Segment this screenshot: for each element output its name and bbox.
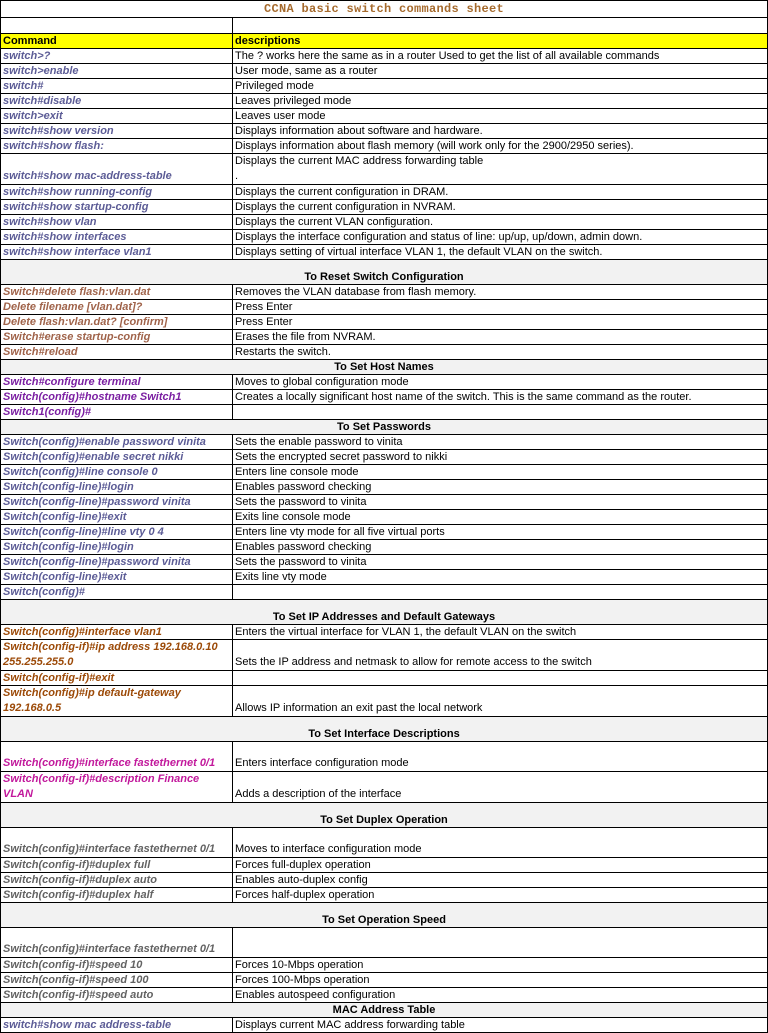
command-row bbox=[1, 973, 768, 988]
section-heading: To Set Interface Descriptions bbox=[1, 717, 768, 742]
command-cell[interactable]: Switch(config-if)#speed 10 bbox=[1, 958, 233, 973]
description-cell[interactable]: Enters the virtual interface for VLAN 1, the default VLAN on the switch bbox=[233, 625, 768, 640]
command-row bbox=[1, 154, 768, 185]
command-row bbox=[1, 742, 768, 772]
description-cell[interactable] bbox=[233, 928, 768, 958]
blank-row bbox=[1, 18, 768, 34]
section-heading: To Set Operation Speed bbox=[1, 903, 768, 928]
description-cell[interactable]: Moves to global configuration mode bbox=[233, 375, 768, 390]
command-row bbox=[1, 185, 768, 200]
command-row bbox=[1, 671, 768, 686]
description-cell[interactable]: Enters interface configuration mode bbox=[233, 742, 768, 772]
command-cell[interactable]: Switch(config)#enable secret nikki bbox=[1, 450, 233, 465]
section-row bbox=[1, 903, 768, 928]
command-row bbox=[1, 858, 768, 873]
title-row bbox=[1, 1, 768, 18]
command-row bbox=[1, 139, 768, 154]
command-row bbox=[1, 435, 768, 450]
section-heading: To Set IP Addresses and Default Gateways bbox=[1, 600, 768, 625]
command-cell[interactable]: switch#show interfaces bbox=[1, 230, 233, 245]
command-row bbox=[1, 49, 768, 64]
section-heading: To Set Duplex Operation bbox=[1, 803, 768, 828]
command-row bbox=[1, 958, 768, 973]
command-cell[interactable]: Switch(config-if)#description Finance VLAN bbox=[1, 772, 233, 803]
section-row bbox=[1, 803, 768, 828]
description-cell[interactable]: Press Enter bbox=[233, 300, 768, 315]
command-cell[interactable]: switch>enable bbox=[1, 64, 233, 79]
command-cell[interactable]: Switch#reload bbox=[1, 345, 233, 360]
command-row bbox=[1, 94, 768, 109]
description-cell[interactable]: Exits line console mode bbox=[233, 510, 768, 525]
command-cell[interactable]: Delete flash:vlan.dat? [confirm] bbox=[1, 315, 233, 330]
section-heading: To Set Host Names bbox=[1, 360, 768, 375]
command-row bbox=[1, 300, 768, 315]
command-cell[interactable]: Switch(config-line)#exit bbox=[1, 570, 233, 585]
command-cell[interactable]: switch>? bbox=[1, 49, 233, 64]
description-cell[interactable]: Enables auto-duplex config bbox=[233, 873, 768, 888]
column-header-command: Command bbox=[1, 34, 233, 49]
command-row bbox=[1, 390, 768, 405]
description-cell[interactable]: Forces 10-Mbps operation bbox=[233, 958, 768, 973]
command-cell[interactable]: Delete filename [vlan.dat]? bbox=[1, 300, 233, 315]
description-cell[interactable]: Enables password checking bbox=[233, 480, 768, 495]
description-cell[interactable]: Creates a locally significant host name of the switch. This is the same command as the router. bbox=[233, 390, 768, 405]
command-row bbox=[1, 828, 768, 858]
command-cell[interactable]: Switch1(config)# bbox=[1, 405, 233, 420]
command-cell[interactable]: Switch(config-if)#speed 100 bbox=[1, 973, 233, 988]
description-cell[interactable]: Erases the file from NVRAM. bbox=[233, 330, 768, 345]
description-cell[interactable]: Displays the current MAC address forwarding table . bbox=[233, 154, 768, 185]
section-row bbox=[1, 420, 768, 435]
command-cell[interactable]: Switch(config)#interface fastethernet 0/1 bbox=[1, 742, 233, 772]
command-cell[interactable]: switch#show mac address-table bbox=[1, 1018, 233, 1033]
description-cell[interactable]: Sets the password to vinita bbox=[233, 495, 768, 510]
command-row bbox=[1, 555, 768, 570]
command-cell[interactable]: Switch(config)#hostname Switch1 bbox=[1, 390, 233, 405]
section-heading: To Reset Switch Configuration bbox=[1, 260, 768, 285]
description-cell[interactable]: Allows IP information an exit past the local network bbox=[233, 686, 768, 717]
command-row bbox=[1, 640, 768, 671]
command-row bbox=[1, 200, 768, 215]
command-cell[interactable]: Switch(config-if)#duplex half bbox=[1, 888, 233, 903]
command-row bbox=[1, 928, 768, 958]
command-cell[interactable]: Switch#erase startup-config bbox=[1, 330, 233, 345]
command-cell[interactable]: Switch(config-line)#password vinita bbox=[1, 555, 233, 570]
description-cell[interactable]: Sets the encrypted secret password to nikki bbox=[233, 450, 768, 465]
command-row bbox=[1, 570, 768, 585]
description-cell[interactable]: Adds a description of the interface bbox=[233, 772, 768, 803]
command-cell[interactable]: Switch#configure terminal bbox=[1, 375, 233, 390]
command-row bbox=[1, 230, 768, 245]
command-cell[interactable]: switch# bbox=[1, 79, 233, 94]
command-row bbox=[1, 245, 768, 260]
description-cell[interactable]: Press Enter bbox=[233, 315, 768, 330]
command-cell[interactable]: switch#show startup-config bbox=[1, 200, 233, 215]
command-row bbox=[1, 64, 768, 79]
header-row bbox=[1, 34, 768, 49]
command-cell[interactable]: Switch(config)#line console 0 bbox=[1, 465, 233, 480]
command-row bbox=[1, 215, 768, 230]
description-cell[interactable]: Sets the IP address and netmask to allow for remote access to the switch bbox=[233, 640, 768, 671]
section-row bbox=[1, 600, 768, 625]
section-heading: To Set Passwords bbox=[1, 420, 768, 435]
section-row bbox=[1, 360, 768, 375]
description-cell[interactable]: User mode, same as a router bbox=[233, 64, 768, 79]
column-header-descriptions: descriptions bbox=[233, 34, 768, 49]
description-cell[interactable]: Displays information about software and hardware. bbox=[233, 124, 768, 139]
command-row bbox=[1, 405, 768, 420]
description-cell[interactable]: Enables password checking bbox=[233, 540, 768, 555]
description-cell[interactable]: Forces full-duplex operation bbox=[233, 858, 768, 873]
section-row bbox=[1, 1003, 768, 1018]
description-cell[interactable]: Forces 100-Mbps operation bbox=[233, 973, 768, 988]
command-cell[interactable]: Switch(config-if)#speed auto bbox=[1, 988, 233, 1003]
command-cell[interactable]: Switch(config-if)#duplex auto bbox=[1, 873, 233, 888]
command-cell[interactable]: Switch(config)#interface vlan1 bbox=[1, 625, 233, 640]
command-row bbox=[1, 124, 768, 139]
description-cell[interactable] bbox=[233, 671, 768, 686]
command-cell[interactable]: switch>exit bbox=[1, 109, 233, 124]
description-cell[interactable]: Sets the password to vinita bbox=[233, 555, 768, 570]
command-cell[interactable]: Switch(config-if)#ip address 192.168.0.10 255.255.255.0 bbox=[1, 640, 233, 671]
description-cell[interactable]: Displays the current VLAN configuration. bbox=[233, 215, 768, 230]
command-row bbox=[1, 465, 768, 480]
command-row bbox=[1, 585, 768, 600]
description-cell[interactable]: Leaves user mode bbox=[233, 109, 768, 124]
description-cell[interactable]: Displays current MAC address forwarding table bbox=[233, 1018, 768, 1033]
command-row bbox=[1, 1018, 768, 1033]
commands-sheet-body bbox=[1, 1, 768, 1033]
section-row bbox=[1, 260, 768, 285]
command-cell[interactable]: switch#show version bbox=[1, 124, 233, 139]
command-cell[interactable]: switch#show vlan bbox=[1, 215, 233, 230]
command-row bbox=[1, 510, 768, 525]
command-cell[interactable]: Switch(config-line)#login bbox=[1, 480, 233, 495]
command-cell[interactable]: Switch(config-line)#password vinita bbox=[1, 495, 233, 510]
command-row bbox=[1, 686, 768, 717]
command-row bbox=[1, 495, 768, 510]
command-row bbox=[1, 109, 768, 124]
command-cell[interactable]: Switch(config)#interface fastethernet 0/1 bbox=[1, 828, 233, 858]
command-cell[interactable]: Switch(config)#ip default-gateway 192.168.0.5 bbox=[1, 686, 233, 717]
command-row bbox=[1, 79, 768, 94]
command-cell[interactable]: Switch(config-line)#line vty 0 4 bbox=[1, 525, 233, 540]
command-cell[interactable]: Switch(config)#interface fastethernet 0/1 bbox=[1, 928, 233, 958]
description-cell[interactable]: Displays the current configuration in NVRAM. bbox=[233, 200, 768, 215]
description-cell[interactable]: Leaves privileged mode bbox=[233, 94, 768, 109]
command-row bbox=[1, 315, 768, 330]
command-cell[interactable]: Switch#delete flash:vlan.dat bbox=[1, 285, 233, 300]
description-cell[interactable]: Displays setting of virtual interface VLAN 1, the default VLAN on the switch. bbox=[233, 245, 768, 260]
command-cell[interactable]: Switch(config-if)#duplex full bbox=[1, 858, 233, 873]
description-cell[interactable]: Displays the current configuration in DRAM. bbox=[233, 185, 768, 200]
command-row bbox=[1, 480, 768, 495]
section-heading: MAC Address Table bbox=[1, 1003, 768, 1018]
command-cell[interactable]: Switch(config)# bbox=[1, 585, 233, 600]
command-row bbox=[1, 345, 768, 360]
command-row bbox=[1, 988, 768, 1003]
blank-cell[interactable] bbox=[233, 18, 768, 34]
command-cell[interactable]: switch#show mac-address-table bbox=[1, 154, 233, 185]
command-cell[interactable]: Switch(config)#enable password vinita bbox=[1, 435, 233, 450]
description-cell[interactable]: Privileged mode bbox=[233, 79, 768, 94]
description-cell[interactable]: Removes the VLAN database from flash memory. bbox=[233, 285, 768, 300]
blank-cell[interactable] bbox=[1, 18, 233, 34]
description-cell[interactable]: Displays the interface configuration and status of line: up/up, up/down, admin down. bbox=[233, 230, 768, 245]
command-row bbox=[1, 540, 768, 555]
description-cell[interactable]: Displays information about flash memory (will work only for the 2900/2950 series). bbox=[233, 139, 768, 154]
sheet-title: CCNA basic switch commands sheet bbox=[1, 1, 768, 18]
description-cell[interactable]: The ? works here the same as in a router Used to get the list of all available commands bbox=[233, 49, 768, 64]
description-cell[interactable]: Enters line vty mode for all five virtual ports bbox=[233, 525, 768, 540]
command-row bbox=[1, 285, 768, 300]
command-cell[interactable]: switch#disable bbox=[1, 94, 233, 109]
description-cell[interactable]: Exits line vty mode bbox=[233, 570, 768, 585]
description-cell[interactable]: Sets the enable password to vinita bbox=[233, 435, 768, 450]
description-cell[interactable]: Enables autospeed configuration bbox=[233, 988, 768, 1003]
command-row bbox=[1, 888, 768, 903]
command-row bbox=[1, 450, 768, 465]
command-cell[interactable]: Switch(config-line)#exit bbox=[1, 510, 233, 525]
command-cell[interactable]: switch#show running-config bbox=[1, 185, 233, 200]
command-row bbox=[1, 375, 768, 390]
command-cell[interactable]: switch#show interface vlan1 bbox=[1, 245, 233, 260]
description-cell[interactable]: Enters line console mode bbox=[233, 465, 768, 480]
command-row bbox=[1, 525, 768, 540]
description-cell[interactable] bbox=[233, 405, 768, 420]
section-row bbox=[1, 717, 768, 742]
command-row bbox=[1, 330, 768, 345]
command-row bbox=[1, 625, 768, 640]
command-cell[interactable]: Switch(config-line)#login bbox=[1, 540, 233, 555]
command-row bbox=[1, 873, 768, 888]
description-cell[interactable]: Restarts the switch. bbox=[233, 345, 768, 360]
command-row bbox=[1, 772, 768, 803]
description-cell[interactable]: Moves to interface configuration mode bbox=[233, 828, 768, 858]
command-cell[interactable]: switch#show flash: bbox=[1, 139, 233, 154]
description-cell[interactable] bbox=[233, 585, 768, 600]
description-cell[interactable]: Forces half-duplex operation bbox=[233, 888, 768, 903]
command-cell[interactable]: Switch(config-if)#exit bbox=[1, 671, 233, 686]
